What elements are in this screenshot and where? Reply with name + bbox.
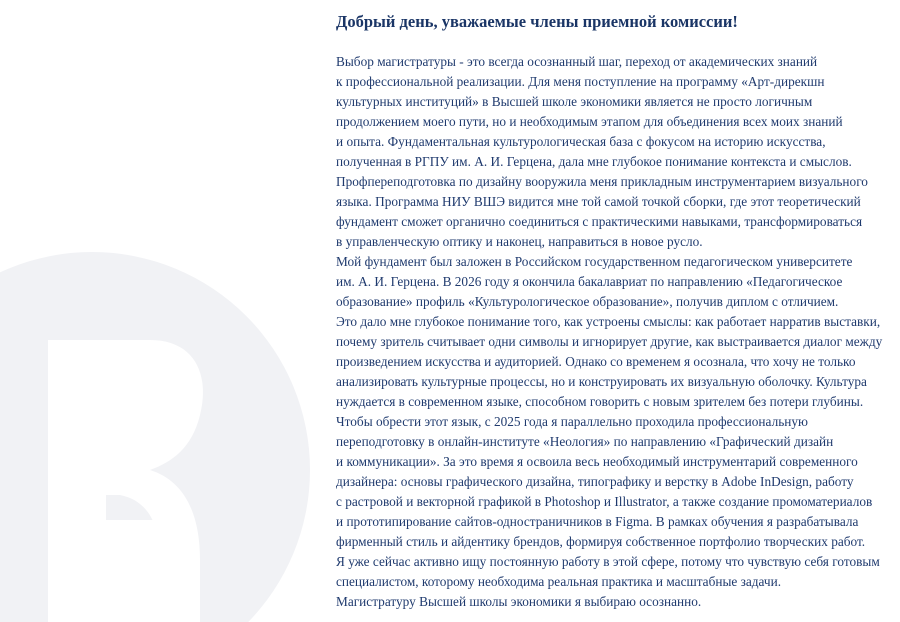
letter-line: им. А. И. Герцена. В 2026 году я окончила бакалавриат по направлению «Педагогическое bbox=[336, 274, 843, 289]
letter-line: Профпереподготовка по дизайну вооружила меня прикладным инструментарием визуального bbox=[336, 174, 868, 189]
letter-line: анализировать культурные процессы, но и конструировать их визуальную оболочку. Культура bbox=[336, 374, 867, 389]
letter-greeting: Добрый день, уважаемые члены приемной комиссии! bbox=[336, 12, 738, 31]
letter-line: к профессиональной реализации. Для меня поступление на программу «Арт-дирекшн bbox=[336, 74, 825, 89]
letter-line: и опыта. Фундаментальная культурологическая база с фокусом на историю искусства, bbox=[336, 134, 826, 149]
letter-line: Это дало мне глубокое понимание того, как устроены смыслы: как работает нарратив выставки, bbox=[336, 314, 881, 329]
letter-line: и прототипирование сайтов-одностраничников в Figma. В рамках обучения я разрабатывала bbox=[336, 514, 859, 529]
letter-line: продолжением моего пути, но и необходимым этапом для объединения всех моих знаний bbox=[336, 114, 843, 129]
watermark-letter bbox=[48, 340, 203, 622]
letter-line: Мой фундамент был заложен в Российском государственном педагогическом университете bbox=[336, 254, 853, 269]
watermark-circle bbox=[0, 252, 310, 622]
letter-line: почему зритель считывает одни символы и игнорирует другие, как выстраивается диалог между bbox=[336, 334, 883, 349]
letter-line: образование» профиль «Культурологическое образование», получив диплом с отличием. bbox=[336, 294, 839, 309]
letter-line: полученная в РГПУ им. А. И. Герцена, дала мне глубокое понимание контекста и смыслов. bbox=[336, 154, 852, 169]
letter-line: культурных институций» в Высшей школе экономики является не просто логичным bbox=[336, 94, 813, 109]
letter-line: нуждается в современном языке, способном говорить с новым зрителем без потери глубины. bbox=[336, 394, 864, 409]
letter-line: с растровой и векторной графикой в Photoshop и Illustrator, а также создание промоматериалов bbox=[336, 494, 873, 509]
letter-body bbox=[336, 52, 882, 612]
letter-line: специалистом, которому необходима реальная практика и масштабные задачи. bbox=[336, 574, 782, 589]
letter-line: Выбор магистратуры - это всегда осознанный шаг, переход от академических знаний bbox=[336, 54, 818, 69]
letter-line: фундамент сможет органично соединиться с практическими навыками, трансформироваться bbox=[336, 214, 863, 229]
letter-line: произведением искусства и аудиторией. Однако со временем я осознала, что хочу не только bbox=[336, 354, 856, 369]
cover-letter bbox=[336, 0, 883, 622]
letter-line: фирменный стиль и айдентику брендов, формируя собственное портфолио творческих работ. bbox=[336, 534, 866, 549]
letter-line: дизайнера: основы графического дизайна, типографику и верстку в Adobe InDesign, работу bbox=[336, 474, 854, 489]
letter-line: Чтобы обрести этот язык, с 2025 года я параллельно проходила профессиональную bbox=[336, 414, 808, 429]
letter-line: в управленческую оптику и наконец, направиться в новое русло. bbox=[336, 234, 703, 249]
letter-line: и коммуникации». За это время я освоила весь необходимый инструментарий современного bbox=[336, 454, 858, 469]
letter-line: Магистратуру Высшей школы экономики я выбираю осознанно. bbox=[336, 594, 702, 609]
letter-line: Я уже сейчас активно ищу постоянную работу в этой сфере, потому что чувствую себя готовым bbox=[336, 554, 880, 569]
letter-line: переподготовку в онлайн-институте «Неология» по направлению «Графический дизайн bbox=[336, 434, 834, 449]
letter-line: языка. Программа НИУ ВШЭ видится мне той самой точкой сборки, где этот теоретический bbox=[336, 194, 861, 209]
